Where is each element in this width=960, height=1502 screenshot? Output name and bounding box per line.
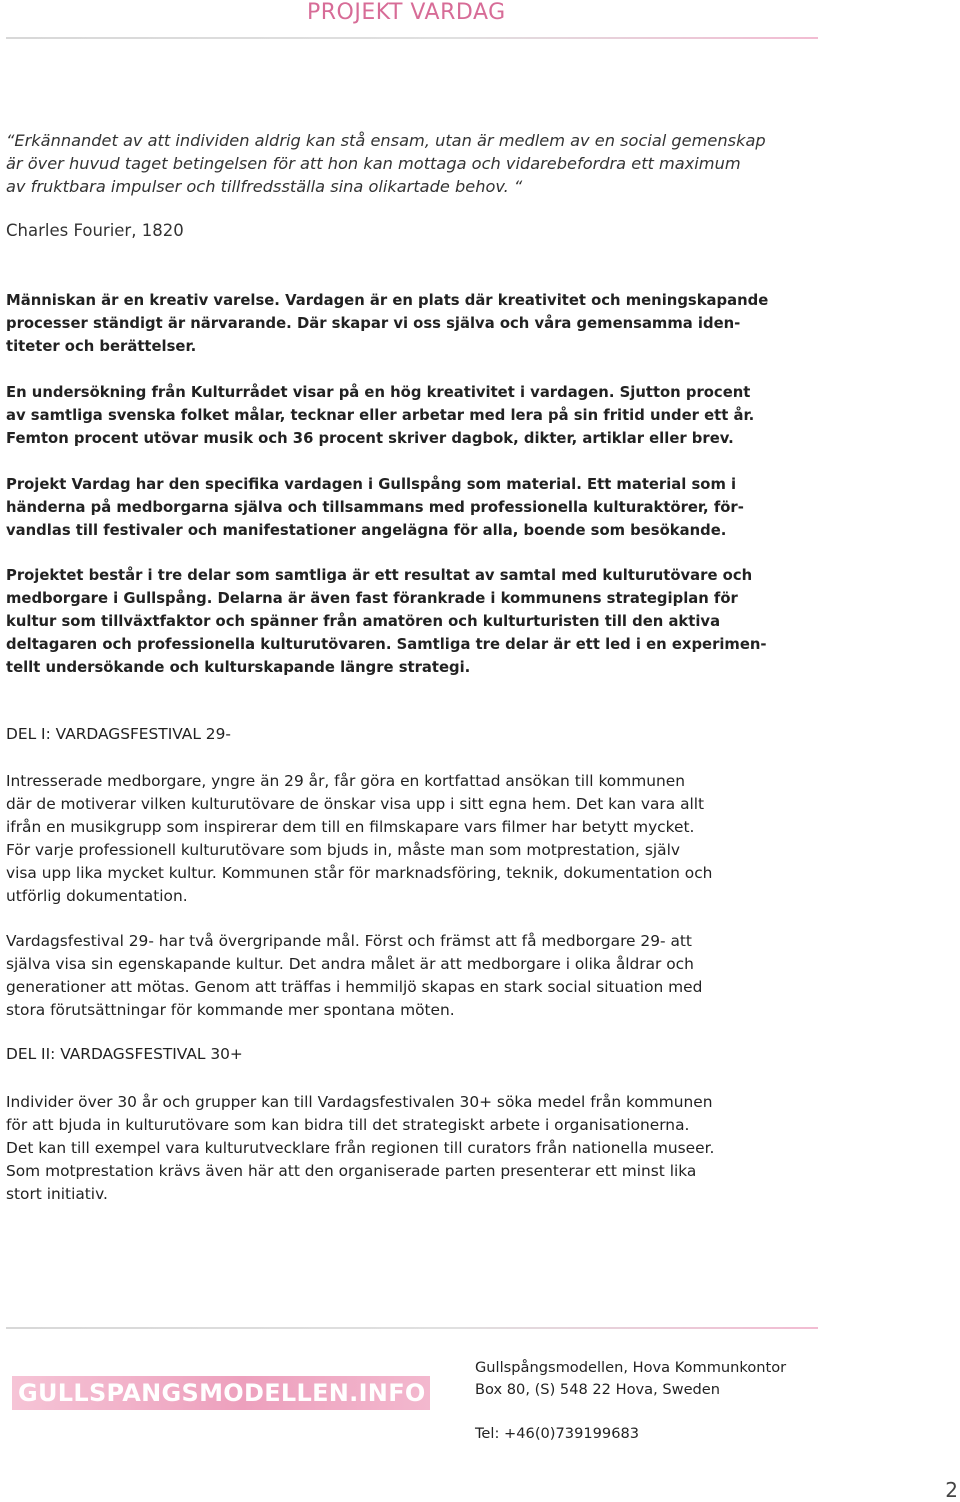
text-line: Vardagsfestival 29- har två övergripande mål. Först och främst att få medborgare 29- att <box>6 932 692 950</box>
text-line: själva visa sin egenskapande kultur. Det andra målet är att medborgare i olika åldrar och <box>6 955 694 973</box>
section-title-del-1: DEL I: VARDAGSFESTIVAL 29- <box>6 725 231 743</box>
header-divider <box>6 37 818 39</box>
text-line: deltagaren och professionella kulturutövaren. Samtliga tre delar är ett led i en experimen- <box>6 636 767 653</box>
intro-paragraph-2 <box>6 381 826 450</box>
text-line: En undersökning från Kulturrådet visar på en hög kreativitet i vardagen. Sjutton procent <box>6 384 751 401</box>
page-number: 2 <box>945 1478 958 1502</box>
text-line: ifrån en musikgrupp som inspirerar dem till en filmskapare vars filmer har betytt mycket. <box>6 818 695 836</box>
quote-line: är över huvud taget betingelsen för att hon kan mottaga och vidarebefordra ett maximum <box>6 154 741 173</box>
intro-paragraph-3 <box>6 473 826 542</box>
contact-line: Gullspångsmodellen, Hova Kommunkontor <box>475 1359 787 1376</box>
text-line: Intresserade medborgare, yngre än 29 år, får göra en kortfattad ansökan till kommunen <box>6 772 685 790</box>
text-line: utförlig dokumentation. <box>6 887 188 905</box>
text-line: kultur som tillväxtfaktor och spänner från amatören och kulturturisten till den aktiva <box>6 613 721 630</box>
text-line: Människan är en kreativ varelse. Vardagen är en plats där kreativitet och meningskapande <box>6 292 769 309</box>
text-line: visa upp lika mycket kultur. Kommunen står för marknadsföring, teknik, dokumentation och <box>6 864 713 882</box>
site-logo: GULLSPANGSMODELLEN.INFO <box>12 1376 430 1410</box>
quote-author: Charles Fourier, 1820 <box>6 221 184 240</box>
text-line: för att bjuda in kulturutövare som kan bidra till det strategiskt arbete i organisationerna. <box>6 1116 690 1134</box>
text-line: Projektet består i tre delar som samtliga är ett resultat av samtal med kulturutövare och <box>6 567 753 584</box>
text-line: Femton procent utövar musik och 36 procent skriver dagbok, dikter, artiklar eller brev. <box>6 430 734 447</box>
del1-paragraph-1 <box>6 770 826 908</box>
quote-line: “Erkännandet av att individen aldrig kan stå ensam, utan är medlem av en social gemenskap <box>6 131 766 150</box>
text-line: Det kan till exempel vara kulturutvecklare från regionen till curators från nationella museer. <box>6 1139 715 1157</box>
text-line: där de motiverar vilken kulturutövare de önskar visa upp i sitt egna hem. Det kan vara allt <box>6 795 705 813</box>
text-line: Individer över 30 år och grupper kan till Vardagsfestivalen 30+ söka medel från kommunen <box>6 1093 713 1111</box>
text-line: tellt undersökande och kulturskapande längre strategi. <box>6 659 471 676</box>
text-line: generationer att mötas. Genom att träffas i hemmiljö skapas en stark social situation med <box>6 978 703 996</box>
quote <box>6 129 826 198</box>
contact-phone: Tel: +46(0)739199683 <box>475 1425 640 1442</box>
text-line: stort initiativ. <box>6 1185 108 1203</box>
text-line: händerna på medborgarna själva och tillsammans med professionella kulturaktörer, för- <box>6 499 744 516</box>
text-line: medborgare i Gullspång. Delarna är även fast förankrade i kommunens strategiplan för <box>6 590 738 607</box>
intro-paragraph-1 <box>6 289 826 358</box>
text-line: processer ständigt är närvarande. Där skapar vi oss själva och våra gemensamma iden- <box>6 315 741 332</box>
text-line: av samtliga svenska folket målar, tecknar eller arbetar med lera på sin fritid under ett år. <box>6 407 755 424</box>
footer-divider <box>6 1327 818 1329</box>
intro-paragraph-4 <box>6 564 826 679</box>
text-line: stora förutsättningar för kommande mer spontana möten. <box>6 1001 455 1019</box>
page-header-title: PROJEKT VARDAG <box>307 0 506 25</box>
text-line: För varje professionell kulturutövare som bjuds in, måste man som motprestation, själv <box>6 841 680 859</box>
text-line: vandlas till festivaler och manifestationer angelägna för alla, boende som besökande. <box>6 522 727 539</box>
quote-line: av fruktbara impulser och tillfredsställa sina olikartade behov. “ <box>6 177 523 196</box>
contact-address <box>475 1357 786 1401</box>
text-line: titeter och berättelser. <box>6 338 197 355</box>
del2-paragraph-1 <box>6 1091 826 1206</box>
text-line: Som motprestation krävs även här att den organiserade parten presenterar ett minst lika <box>6 1162 697 1180</box>
text-line: Projekt Vardag har den specifika vardagen i Gullspång som material. Ett material som i <box>6 476 737 493</box>
contact-line: Box 80, (S) 548 22 Hova, Sweden <box>475 1381 721 1398</box>
del1-paragraph-2 <box>6 930 826 1022</box>
section-title-del-2: DEL II: VARDAGSFESTIVAL 30+ <box>6 1045 243 1063</box>
